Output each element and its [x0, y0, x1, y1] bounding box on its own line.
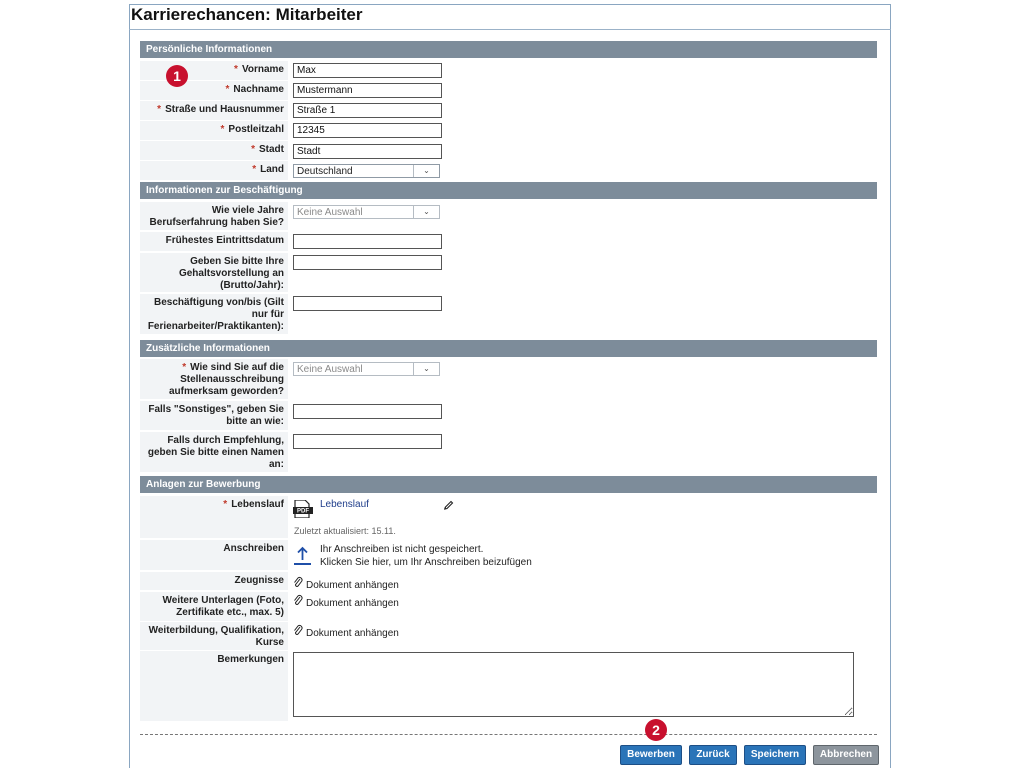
source-select[interactable]: [293, 362, 440, 376]
label-text: Straße und Hausnummer: [165, 104, 284, 115]
chevron-down-icon: ⌄: [413, 206, 439, 218]
last-name-input[interactable]: [293, 83, 442, 98]
label-postal-code: [140, 121, 288, 140]
cover-letter-message[interactable]: [320, 543, 532, 569]
apply-button[interactable]: Bewerben: [620, 745, 682, 765]
label-text: Nachname: [233, 84, 284, 95]
page-title: Karrierechancen: Mitarbeiter: [131, 5, 363, 24]
label-referral: [140, 432, 288, 472]
attach-label: Dokument anhängen: [306, 580, 399, 591]
experience-select[interactable]: [293, 205, 440, 219]
save-button[interactable]: Speichern: [744, 745, 806, 765]
cv-file-link[interactable]: Lebenslauf: [320, 499, 369, 510]
label-line: an:: [269, 459, 284, 470]
label-other: [140, 401, 288, 430]
first-name-input[interactable]: [293, 63, 442, 78]
label-line: geben Sie bitte einen Namen: [147, 447, 284, 458]
required-mark: *: [182, 362, 187, 373]
chevron-down-icon: ⌄: [413, 363, 439, 375]
step-badge-one: 1: [166, 65, 188, 87]
cover-letter-status: Ihr Anschreiben ist nicht gespeichert.: [320, 544, 484, 555]
label-further-documents: [140, 592, 288, 621]
label-first-name: [140, 61, 288, 80]
required-mark: *: [225, 84, 230, 95]
label-line: Beschäftigung von/bis (Gilt: [153, 297, 284, 308]
start-date-input[interactable]: [293, 234, 442, 249]
pdf-icon: [293, 500, 313, 518]
required-mark: *: [220, 124, 225, 135]
label-line: aufmerksam geworden?: [168, 386, 284, 397]
section-additional: Zusätzliche Informationen: [140, 340, 877, 357]
step-badge-two: 2: [645, 719, 667, 741]
required-mark: *: [252, 164, 257, 175]
label-last-name: [140, 81, 288, 100]
label-line: (Brutto/Jahr):: [220, 280, 284, 291]
label-salary: [140, 253, 288, 292]
label-line: bitte an wie:: [226, 416, 284, 427]
section-personal: Persönliche Informationen: [140, 41, 877, 58]
other-input[interactable]: [293, 404, 442, 419]
source-select-value: Keine Auswahl: [297, 364, 363, 375]
chevron-down-icon: ⌄: [413, 165, 439, 177]
label-experience: [140, 202, 288, 230]
label-line: Gehaltsvorstellung an: [178, 268, 284, 279]
referral-input[interactable]: [293, 434, 442, 449]
street-input[interactable]: [293, 103, 442, 118]
attach-label: Dokument anhängen: [306, 598, 399, 609]
required-mark: *: [157, 104, 162, 115]
attach-training-button[interactable]: [293, 624, 399, 639]
label-line: Wie sind Sie auf die: [190, 362, 284, 373]
label-text: Postleitzahl: [228, 124, 284, 135]
footer-divider: [140, 734, 877, 735]
label-text: Stadt: [259, 144, 284, 155]
remarks-textarea[interactable]: [293, 652, 854, 717]
paperclip-icon: [293, 624, 303, 636]
label-remarks: [140, 651, 288, 721]
label-certificates: [140, 572, 288, 590]
attach-certificates-button[interactable]: [293, 576, 399, 591]
label-line: Falls "Sonstiges", geben Sie: [148, 404, 284, 415]
label-source: [140, 359, 288, 399]
label-line: Geben Sie bitte Ihre: [190, 256, 284, 267]
label-text: Land: [260, 164, 284, 175]
upload-icon[interactable]: [293, 546, 312, 566]
cv-updated-text: Zuletzt aktualisiert: 15.11.: [294, 526, 396, 536]
label-line: nur für: [251, 309, 284, 320]
back-button[interactable]: Zurück: [689, 745, 737, 765]
label-text: Vorname: [241, 64, 284, 75]
label-line: Kurse: [255, 637, 284, 648]
pencil-icon[interactable]: [443, 500, 454, 511]
label-line: Weitere Unterlagen (Foto,: [162, 595, 284, 606]
country-select[interactable]: [293, 164, 440, 178]
label-training: [140, 622, 288, 650]
svg-text:PDF: PDF: [297, 508, 309, 515]
label-line: Wie viele Jahre: [211, 205, 284, 216]
title-divider: [129, 29, 891, 30]
section-attachments: Anlagen zur Bewerbung: [140, 476, 877, 493]
label-text: Frühestes Eintrittsdatum: [165, 235, 284, 246]
cancel-button[interactable]: Abbrechen: [813, 745, 879, 765]
attach-further-button[interactable]: [293, 594, 399, 609]
period-input[interactable]: [293, 296, 442, 311]
city-input[interactable]: [293, 144, 442, 159]
label-line: Falls durch Empfehlung,: [167, 435, 284, 446]
label-line: Stellenausschreibung: [180, 374, 284, 385]
label-city: [140, 141, 288, 160]
paperclip-icon: [293, 576, 303, 588]
label-text: Bemerkungen: [217, 654, 284, 665]
attach-label: Dokument anhängen: [306, 628, 399, 639]
label-text: Lebenslauf: [231, 499, 284, 510]
country-select-value: Deutschland: [297, 166, 353, 177]
label-cover-letter: [140, 540, 288, 570]
salary-input[interactable]: [293, 255, 442, 270]
paperclip-icon: [293, 594, 303, 606]
label-line: Berufserfahrung haben Sie?: [149, 217, 284, 228]
label-start-date: [140, 232, 288, 251]
required-mark: *: [251, 144, 255, 155]
postal-code-input[interactable]: [293, 123, 442, 138]
label-line: Ferienarbeiter/Praktikanten):: [147, 321, 284, 332]
cover-letter-attach-link[interactable]: Klicken Sie hier, um Ihr Anschreiben beizufügen: [320, 557, 532, 568]
label-line: Zertifikate etc., max. 5): [176, 607, 284, 618]
label-street: [140, 101, 288, 120]
required-mark: *: [223, 499, 228, 510]
label-country: [140, 161, 288, 180]
section-employment: Informationen zur Beschäftigung: [140, 182, 877, 199]
label-text: Anschreiben: [223, 543, 284, 554]
label-line: Weiterbildung, Qualifikation,: [148, 625, 284, 636]
experience-select-value: Keine Auswahl: [297, 207, 363, 218]
required-mark: *: [234, 64, 238, 75]
label-text: Zeugnisse: [234, 575, 284, 586]
label-period: [140, 294, 288, 334]
label-cv: [140, 496, 288, 538]
